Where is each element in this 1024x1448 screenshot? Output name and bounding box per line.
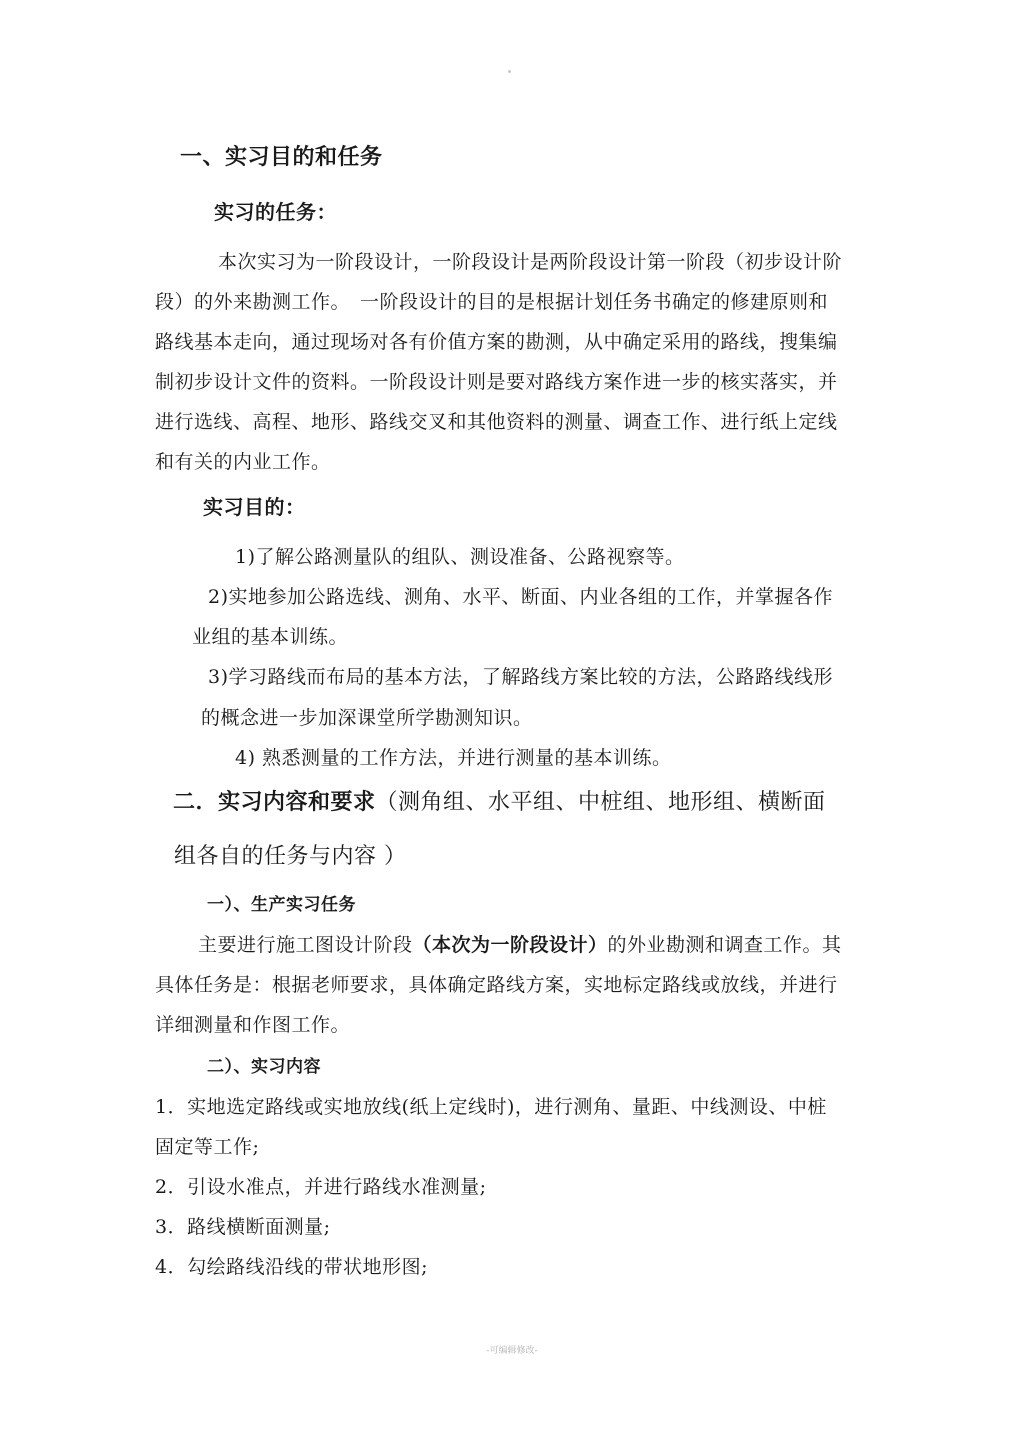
sub1-line-1-b: （本次为一阶段设计） [412, 934, 608, 956]
sub2-heading: 二）、实习内容 [207, 1057, 321, 1077]
content-line-2: 固定等工作; [155, 1136, 260, 1158]
task-line-6: 和有关的内业工作。 [155, 451, 331, 473]
header-mark [508, 70, 511, 73]
task-line-3: 路线基本走向，通过现场对各有价值方案的勘测，从中确定采用的路线，搜集编 [155, 331, 838, 353]
content-line-4: 3．路线横断面测量; [155, 1216, 331, 1238]
sub1-line-1 [198, 933, 842, 957]
purpose-line-5: 的概念进一步加深课堂所学勘测知识。 [201, 707, 533, 729]
purpose-line-2: 2)实地参加公路选线、测角、水平、断面、内业各组的工作，并掌握各作 [208, 586, 834, 608]
content-line-1: 1．实地选定路线或实地放线(纸上定线时)，进行测角、量距、中线测设、中桩 [155, 1096, 827, 1118]
sub1-line-3: 详细测量和作图工作。 [155, 1014, 351, 1036]
sub1-line-1-a: 主要进行施工图设计阶段 [198, 934, 413, 956]
sub1-line-2: 具体任务是：根据老师要求，具体确定路线方案，实地标定路线或放线，并进行 [155, 974, 838, 996]
section2-title-note: （测角组、水平组、中桩组、地形组、横断面 [375, 790, 826, 815]
purpose-line-3: 业组的基本训练。 [192, 626, 349, 648]
task-line-2: 段）的外来勘测工作。 一阶段设计的目的是根据计划任务书确定的修建原则和 [155, 291, 829, 313]
sub1-line-1-c: 的外业勘测和调查工作。其 [607, 934, 842, 956]
sub1-heading: 一）、生产实习任务 [207, 895, 356, 915]
section2-title: 二．实习内容和要求 [173, 790, 376, 815]
purpose-line-4: 3)学习路线而布局的基本方法，了解路线方案比较的方法，公路路线线形 [208, 666, 834, 688]
task-heading: 实习的任务： [214, 200, 337, 224]
content-line-3: 2．引设水准点，并进行路线水准测量; [155, 1176, 487, 1198]
purpose-line-6: 4) 熟悉测量的工作方法，并进行测量的基本训练。 [235, 747, 672, 769]
section2-title-note-2: 组各自的任务与内容 ） [174, 844, 407, 869]
section2-title-row [173, 788, 826, 818]
page-footer: -可编辑修改- [486, 1346, 538, 1356]
purpose-line-1: 1)了解公路测量队的组队、测设准备、公路视察等。 [235, 546, 685, 568]
task-line-4: 制初步设计文件的资料。一阶段设计则是要对路线方案作进一步的核实落实，并 [155, 371, 838, 393]
task-line-1: 本次实习为一阶段设计，一阶段设计是两阶段设计第一阶段（初步设计阶 [218, 251, 843, 273]
task-line-5: 进行选线、高程、地形、路线交叉和其他资料的测量、调查工作、进行纸上定线 [155, 411, 838, 433]
purpose-heading: 实习目的： [203, 495, 306, 519]
section1-title: 一、实习目的和任务 [180, 145, 383, 170]
content-line-5: 4．勾绘路线沿线的带状地形图; [155, 1256, 428, 1278]
